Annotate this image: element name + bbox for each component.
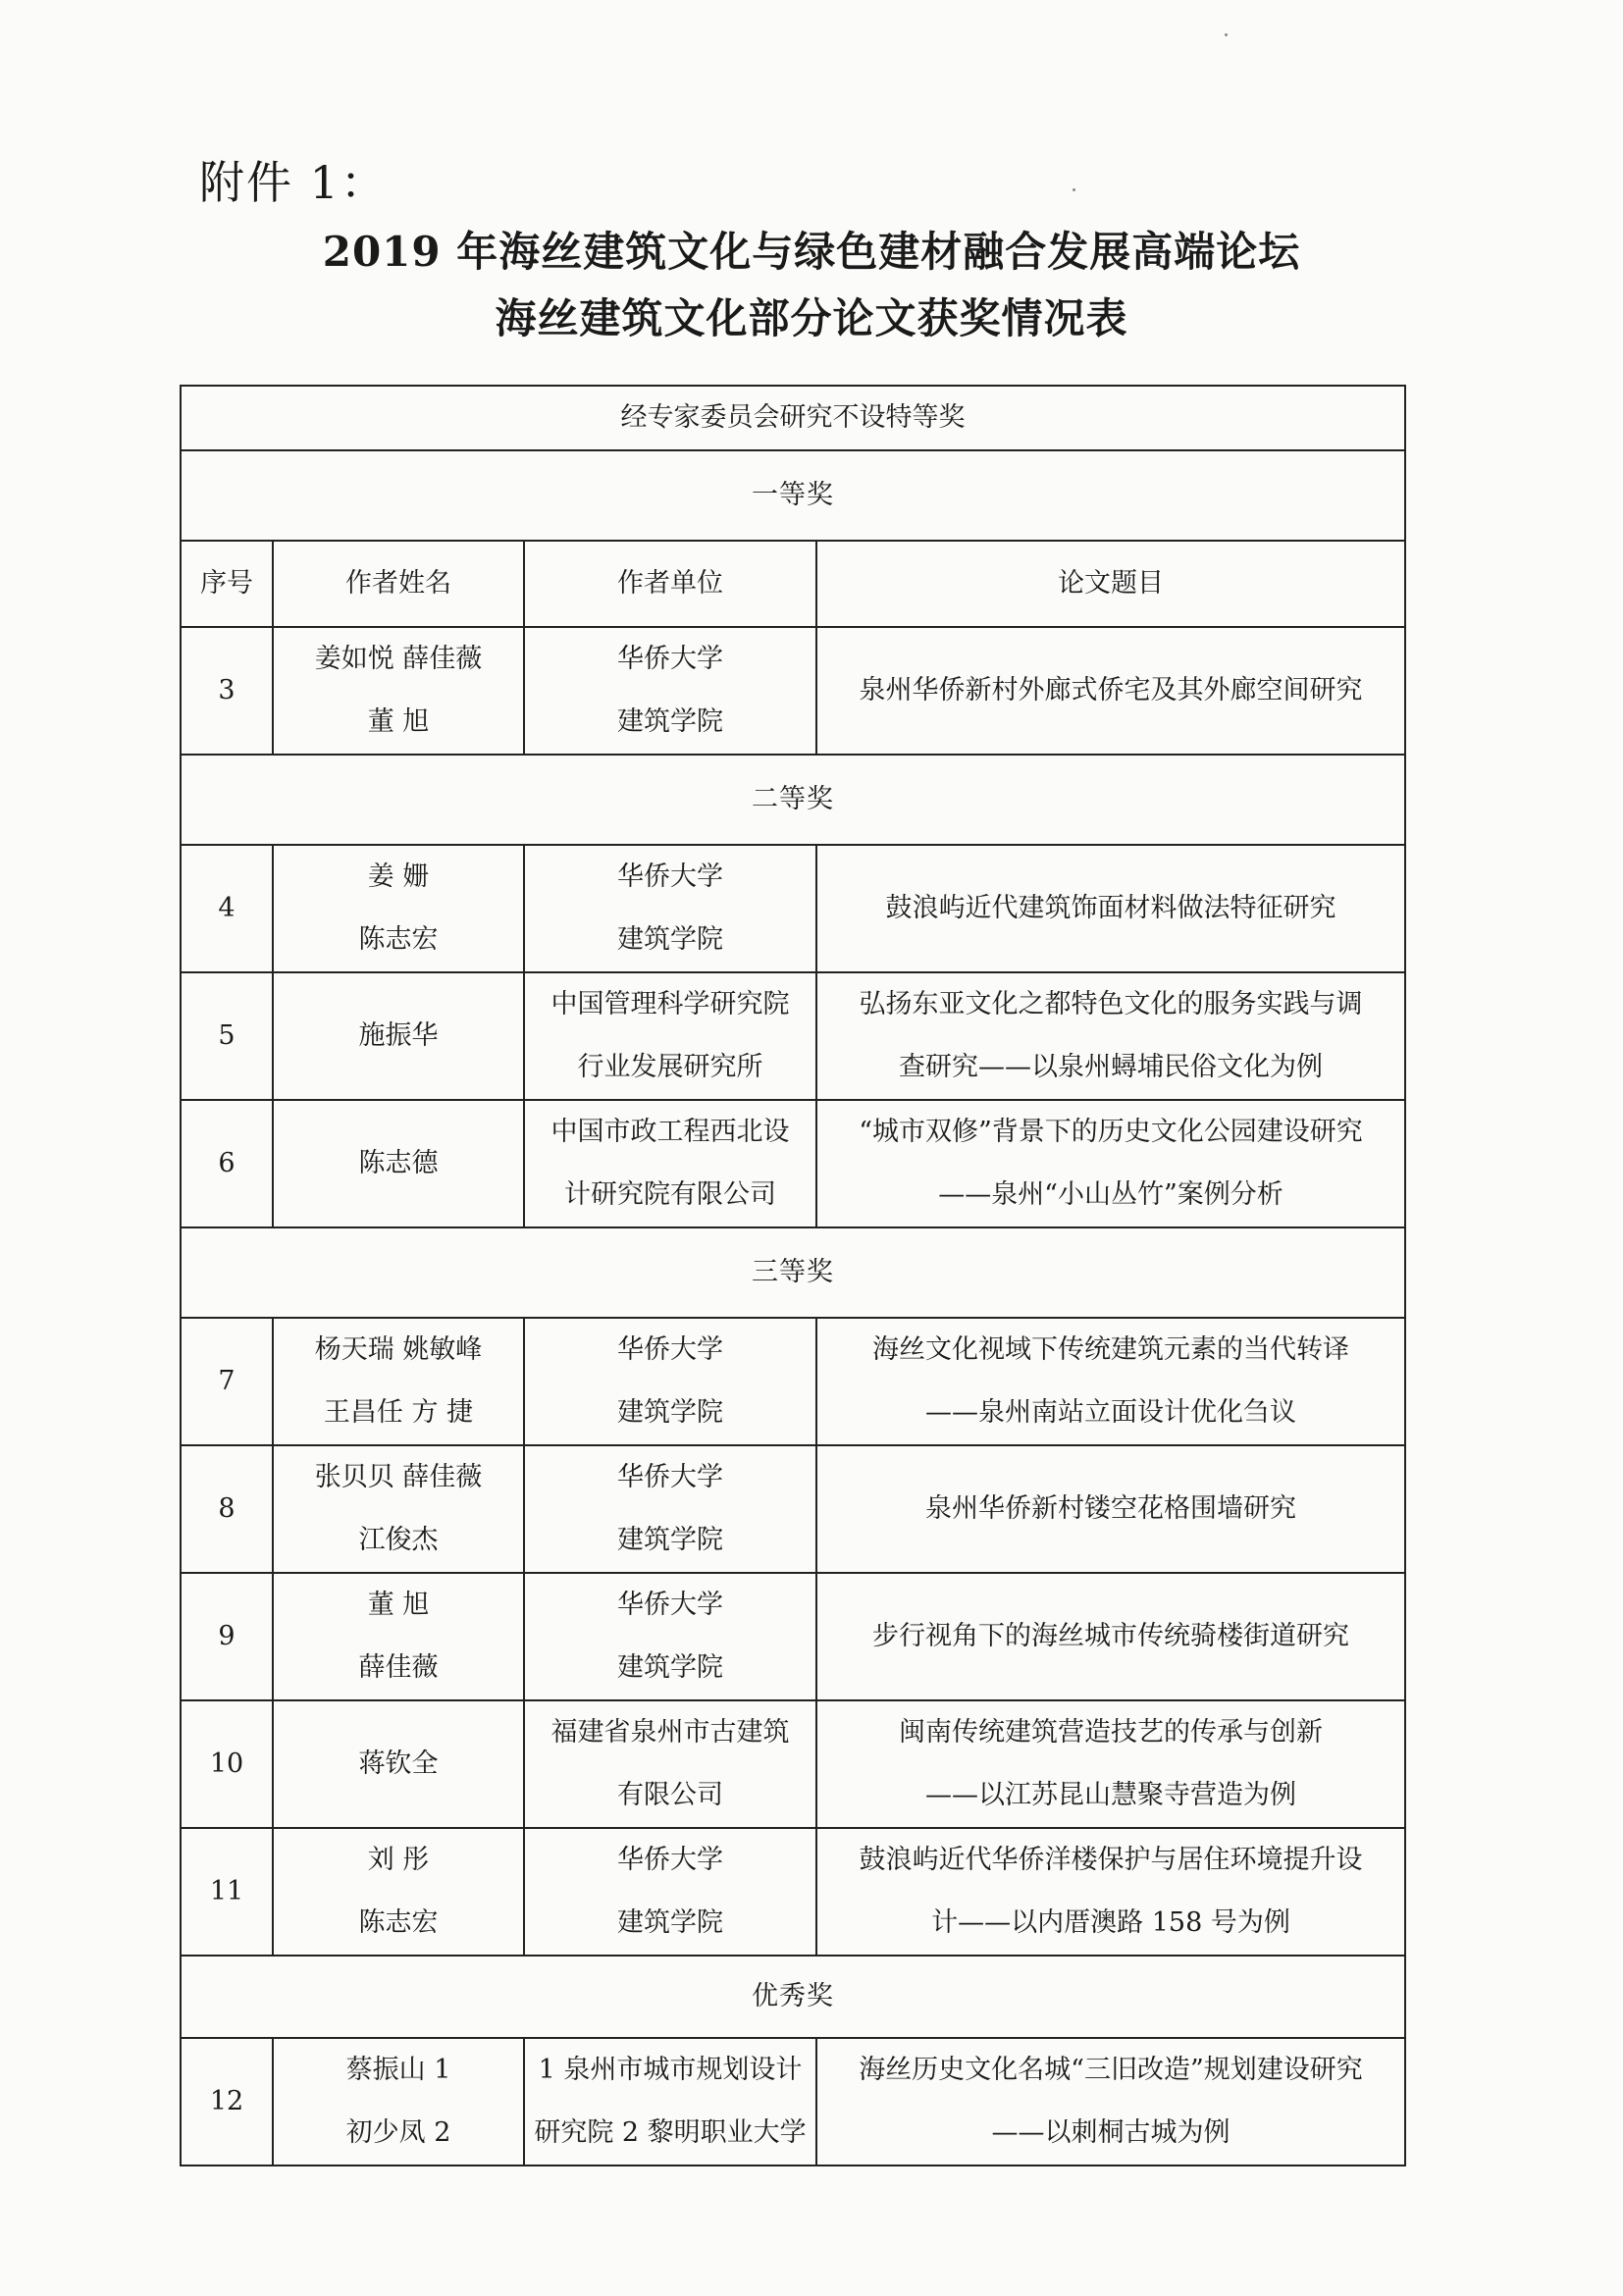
- document-title-line-2: 海丝建筑文化部分论文获奖情况表: [495, 294, 1128, 342]
- author-line: 杨天瑞 姚敏峰: [314, 1334, 483, 1365]
- table-row: [181, 1573, 1405, 1700]
- table-row: [181, 1100, 1405, 1227]
- unit-line: 福建省泉州市古建筑: [550, 1717, 790, 1748]
- author-line: 董 旭: [367, 706, 430, 737]
- paper-title-line: ——泉州南站立面设计优化刍议: [925, 1397, 1296, 1428]
- unit-line: 研究院 2 黎明职业大学: [534, 2117, 807, 2148]
- unit-line: 有限公司: [617, 1780, 723, 1810]
- serial-number: 4: [181, 845, 273, 972]
- author-cell: [273, 972, 524, 1100]
- paper-title-line: ——以刺桐古城为例: [991, 2117, 1230, 2148]
- author-cell: [273, 1828, 524, 1956]
- column-header: 论文题目: [816, 541, 1405, 627]
- section-row: [181, 1956, 1405, 2038]
- section-title: 一等奖: [181, 450, 1405, 541]
- unit-line: 中国管理科学研究院: [550, 989, 790, 1019]
- paper-title-line: 海丝历史文化名城“三旧改造”规划建设研究: [859, 2055, 1363, 2085]
- serial-number: 6: [181, 1100, 273, 1227]
- note-cell: 经专家委员会研究不设特等奖: [181, 386, 1405, 450]
- column-header-row: [181, 541, 1405, 627]
- unit-cell: [524, 1828, 816, 1956]
- unit-line: 华侨大学: [617, 644, 723, 674]
- unit-line: 华侨大学: [617, 861, 723, 892]
- paper-title-line: 泉州华侨新村外廊式侨宅及其外廊空间研究: [859, 675, 1363, 705]
- unit-cell: [524, 972, 816, 1100]
- author-line: 江俊杰: [358, 1525, 439, 1555]
- paper-title-cell: [816, 1445, 1405, 1573]
- unit-line: 建筑学院: [617, 706, 723, 737]
- author-cell: [273, 1445, 524, 1573]
- section-row: [181, 450, 1405, 541]
- paper-title-line: 泉州华侨新村镂空花格围墙研究: [925, 1493, 1296, 1524]
- unit-cell: [524, 1573, 816, 1700]
- paper-title-cell: [816, 845, 1405, 972]
- table-row: [181, 1445, 1405, 1573]
- author-line: 王昌任 方 捷: [323, 1397, 474, 1428]
- scan-speck: [1073, 188, 1075, 191]
- author-line: 张贝贝 薛佳薇: [314, 1462, 483, 1492]
- unit-cell: [524, 1100, 816, 1227]
- scan-speck: [1225, 33, 1228, 36]
- author-cell: [273, 627, 524, 755]
- paper-title-line: 闽南传统建筑营造技艺的传承与创新: [899, 1717, 1323, 1748]
- author-line: 蔡振山 1: [345, 2055, 451, 2085]
- paper-title-line: 鼓浪屿近代华侨洋楼保护与居住环境提升设: [859, 1845, 1363, 1875]
- unit-cell: [524, 2038, 816, 2166]
- unit-cell: [524, 845, 816, 972]
- author-cell: [273, 1573, 524, 1700]
- unit-line: 1 泉州市城市规划设计: [538, 2055, 803, 2085]
- author-line: 董 旭: [367, 1590, 430, 1620]
- serial-number: 8: [181, 1445, 273, 1573]
- unit-line: 华侨大学: [617, 1462, 723, 1492]
- author-line: 姜如悦 薛佳薇: [314, 644, 483, 674]
- table-row: [181, 845, 1405, 972]
- paper-title-line: 弘扬东亚文化之都特色文化的服务实践与调: [859, 989, 1363, 1019]
- section-row: [181, 755, 1405, 845]
- paper-title-line: ——泉州“小山丛竹”案例分析: [938, 1179, 1283, 1210]
- paper-title-cell: [816, 627, 1405, 755]
- serial-number: 5: [181, 972, 273, 1100]
- author-cell: [273, 1100, 524, 1227]
- table-row: [181, 1700, 1405, 1828]
- serial-number: 9: [181, 1573, 273, 1700]
- author-line: 陈志宏: [358, 924, 439, 955]
- table-row: [181, 972, 1405, 1100]
- column-header: 序号: [181, 541, 273, 627]
- paper-title-line: 步行视角下的海丝城市传统骑楼街道研究: [872, 1621, 1349, 1651]
- author-line: 蒋钦全: [358, 1748, 439, 1779]
- serial-number: 10: [181, 1700, 273, 1828]
- paper-title-cell: [816, 1828, 1405, 1956]
- paper-title-line: 查研究——以泉州蟳埔民俗文化为例: [899, 1052, 1323, 1082]
- unit-cell: [524, 1318, 816, 1445]
- table-row: [181, 2038, 1405, 2166]
- section-title: 三等奖: [181, 1227, 1405, 1318]
- author-line: 陈志德: [358, 1148, 439, 1178]
- annex-label: 附件 1：: [199, 156, 388, 209]
- table-row: [181, 1828, 1405, 1956]
- unit-line: 华侨大学: [617, 1845, 723, 1875]
- author-line: 施振华: [358, 1020, 439, 1051]
- table-row: [181, 1318, 1405, 1445]
- paper-title-line: 计——以内厝澳路 158 号为例: [931, 1907, 1290, 1938]
- unit-line: 建筑学院: [617, 1652, 723, 1683]
- section-title: 优秀奖: [181, 1956, 1405, 2038]
- column-header: 作者姓名: [273, 541, 524, 627]
- unit-line: 行业发展研究所: [577, 1052, 763, 1082]
- paper-title-line: 鼓浪屿近代建筑饰面材料做法特征研究: [885, 893, 1336, 923]
- author-cell: [273, 1700, 524, 1828]
- unit-line: 建筑学院: [617, 1907, 723, 1938]
- unit-cell: [524, 1445, 816, 1573]
- document-title-line-1: 2019 年海丝建筑文化与绿色建材融合发展高端论坛: [322, 228, 1301, 276]
- note-row: [181, 386, 1405, 450]
- unit-line: 建筑学院: [617, 1397, 723, 1428]
- author-line: 陈志宏: [358, 1907, 439, 1938]
- table-row: [181, 627, 1405, 755]
- unit-cell: [524, 627, 816, 755]
- author-line: 姜 姗: [367, 861, 430, 892]
- unit-line: 建筑学院: [617, 1525, 723, 1555]
- serial-number: 3: [181, 627, 273, 755]
- unit-line: 华侨大学: [617, 1334, 723, 1365]
- unit-line: 中国市政工程西北设: [550, 1117, 790, 1147]
- paper-title-cell: [816, 1573, 1405, 1700]
- author-line: 刘 彤: [367, 1845, 430, 1875]
- unit-line: 建筑学院: [617, 924, 723, 955]
- paper-title-line: 海丝文化视域下传统建筑元素的当代转译: [872, 1334, 1349, 1365]
- paper-title-cell: [816, 1100, 1405, 1227]
- paper-title-cell: [816, 1318, 1405, 1445]
- section-title: 二等奖: [181, 755, 1405, 845]
- serial-number: 11: [181, 1828, 273, 1956]
- author-cell: [273, 1318, 524, 1445]
- unit-line: 计研究院有限公司: [564, 1179, 776, 1210]
- unit-line: 华侨大学: [617, 1590, 723, 1620]
- serial-number: 7: [181, 1318, 273, 1445]
- author-line: 初少凤 2: [345, 2117, 451, 2148]
- unit-cell: [524, 1700, 816, 1828]
- paper-title-line: “城市双修”背景下的历史文化公园建设研究: [859, 1117, 1363, 1147]
- paper-title-line: ——以江苏昆山慧聚寺营造为例: [925, 1780, 1296, 1810]
- author-cell: [273, 2038, 524, 2166]
- paper-title-cell: [816, 2038, 1405, 2166]
- author-cell: [273, 845, 524, 972]
- section-row: [181, 1227, 1405, 1318]
- awards-table: [180, 385, 1406, 2166]
- paper-title-cell: [816, 1700, 1405, 1828]
- paper-title-cell: [816, 972, 1405, 1100]
- serial-number: 12: [181, 2038, 273, 2166]
- author-line: 薛佳薇: [358, 1652, 439, 1683]
- column-header: 作者单位: [524, 541, 816, 627]
